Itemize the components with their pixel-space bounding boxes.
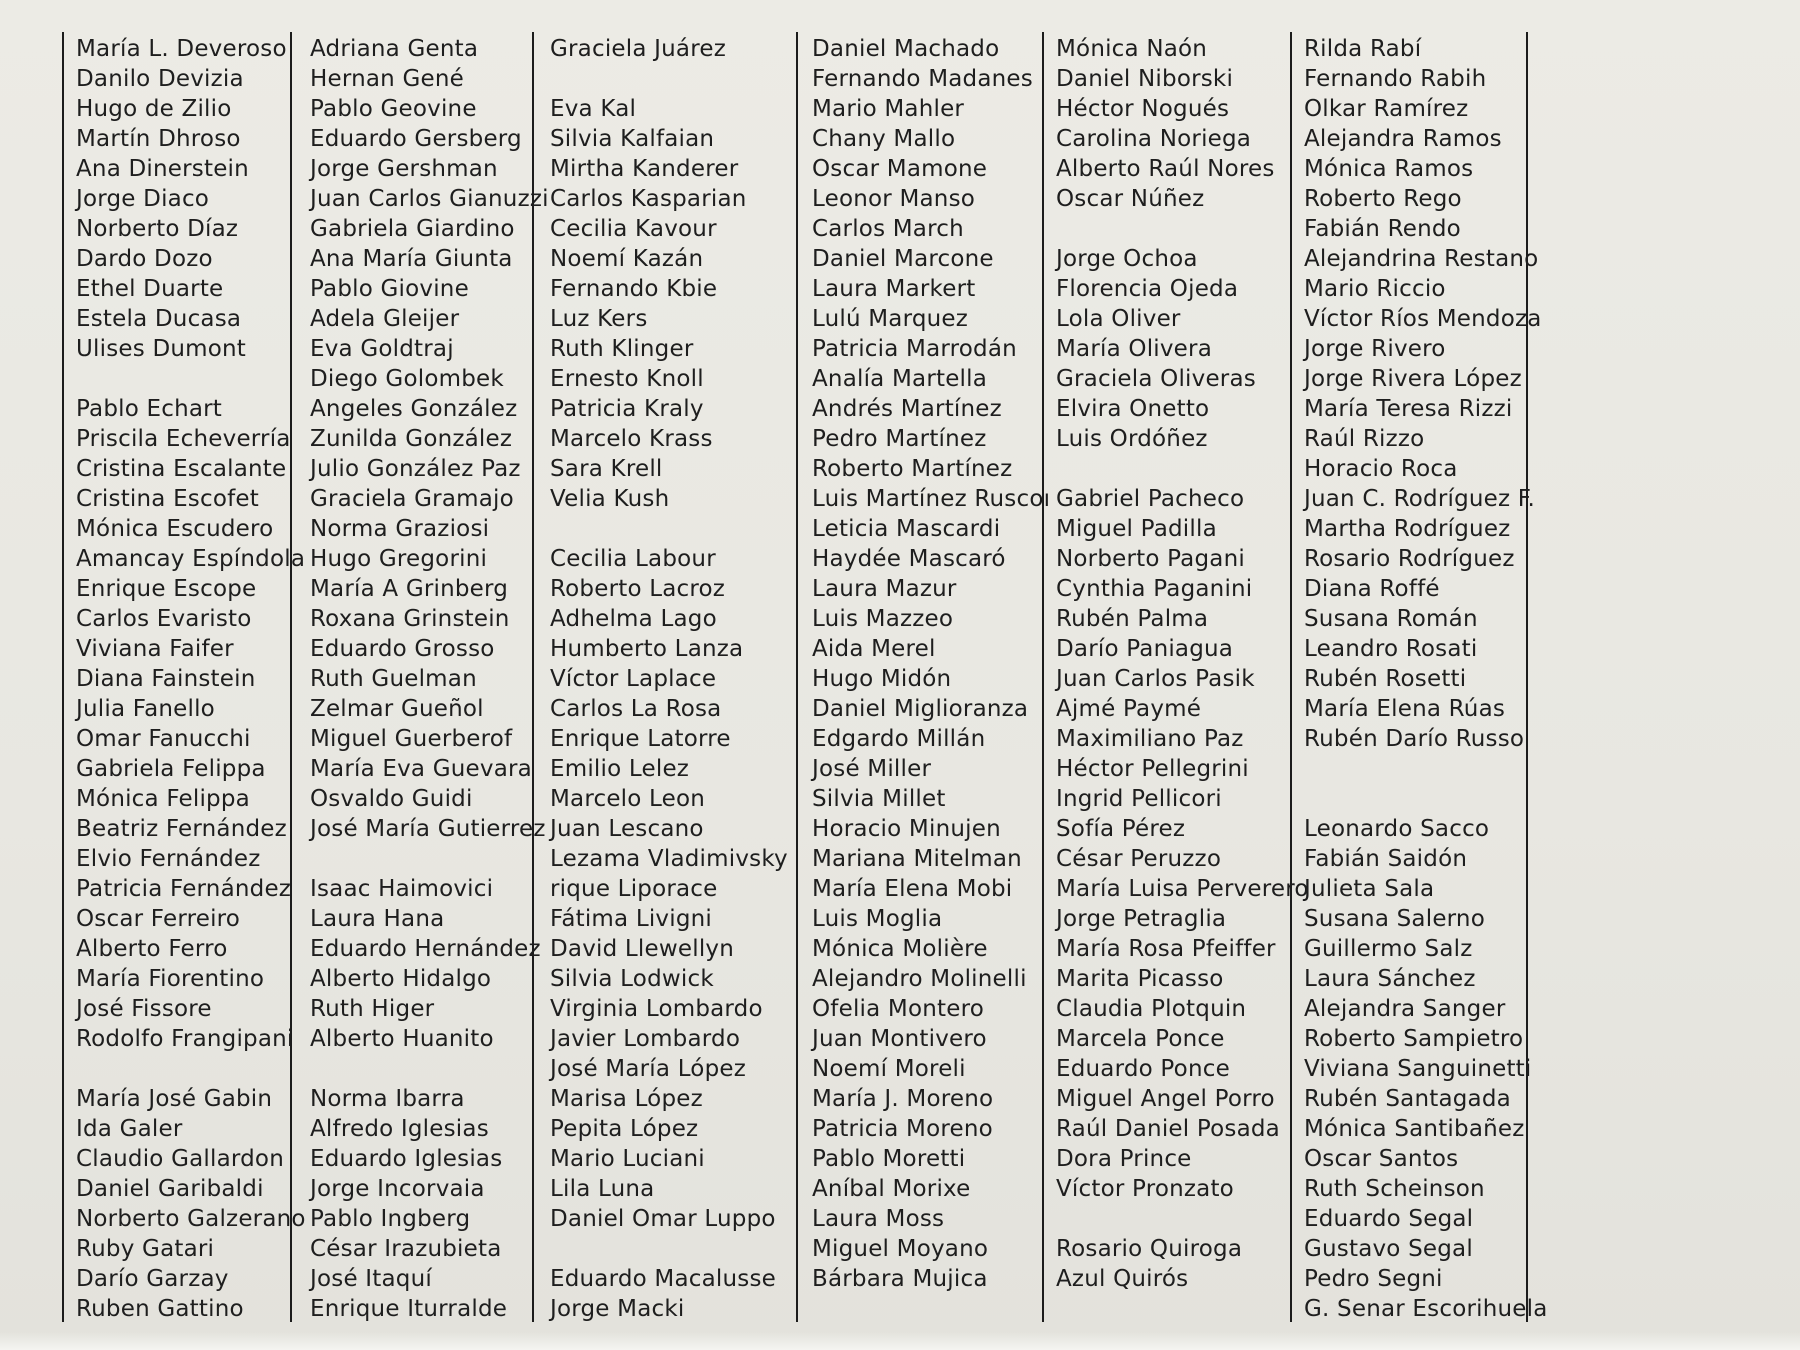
name-entry: Velia Kush bbox=[550, 486, 670, 512]
name-entry: Rodolfo Frangipani bbox=[76, 1026, 294, 1052]
name-entry: Ruth Guelman bbox=[310, 666, 477, 692]
name-entry: Edgardo Millán bbox=[812, 726, 986, 752]
name-entry: María Elena Rúas bbox=[1304, 696, 1506, 722]
name-entry: Cristina Escofet bbox=[76, 486, 259, 512]
name-entry: Diana Roffé bbox=[1304, 576, 1440, 602]
name-entry: Adhelma Lago bbox=[550, 606, 717, 632]
name-entry: Azul Quirós bbox=[1056, 1266, 1189, 1292]
name-entry: Eduardo Macalusse bbox=[550, 1266, 776, 1292]
name-entry: Mario Mahler bbox=[812, 96, 965, 122]
name-entry: Maximiliano Paz bbox=[1056, 726, 1244, 752]
name-entry: Viviana Sanguinetti bbox=[1304, 1056, 1532, 1082]
name-entry: Rosario Rodríguez bbox=[1304, 546, 1515, 572]
name-entry: Oscar Mamone bbox=[812, 156, 988, 182]
name-entry: Jorge Macki bbox=[550, 1296, 685, 1322]
name-column-3 bbox=[550, 34, 788, 1324]
name-entry: Juan Carlos Pasik bbox=[1056, 666, 1255, 692]
name-entry: Norberto Pagani bbox=[1056, 546, 1245, 572]
name-entry: Fernando Kbie bbox=[550, 276, 718, 302]
name-entry: Marisa López bbox=[550, 1086, 703, 1112]
name-entry: Lezama Vladimivsky bbox=[550, 846, 788, 872]
name-entry: Mónica Molière bbox=[812, 936, 988, 962]
name-entry: Graciela Oliveras bbox=[1056, 366, 1256, 392]
name-entry: Mario Luciani bbox=[550, 1146, 705, 1172]
name-entry: Daniel Garibaldi bbox=[76, 1176, 264, 1202]
name-entry: Jorge Petraglia bbox=[1056, 906, 1227, 932]
name-entry: Silvia Kalfaian bbox=[550, 126, 715, 152]
name-entry: María L. Deveroso bbox=[76, 36, 287, 62]
name-entry: Laura Hana bbox=[310, 906, 445, 932]
name-entry: Norberto Díaz bbox=[76, 216, 239, 242]
name-entry: Norberto Galzerano bbox=[76, 1206, 306, 1232]
section-gap bbox=[550, 1234, 788, 1264]
name-entry: Ana Dinerstein bbox=[76, 156, 249, 182]
name-entry: Alejandra Sanger bbox=[1304, 996, 1506, 1022]
name-entry: María José Gabin bbox=[76, 1086, 273, 1112]
name-entry: Alberto Hidalgo bbox=[310, 966, 492, 992]
name-entry: Rubén Santagada bbox=[1304, 1086, 1511, 1112]
name-entry: Cristina Escalante bbox=[76, 456, 287, 482]
name-entry: Carolina Noriega bbox=[1056, 126, 1252, 152]
name-entry: Eduardo Ponce bbox=[1056, 1056, 1230, 1082]
name-entry: Adriana Genta bbox=[310, 36, 479, 62]
name-entry: Fernando Rabih bbox=[1304, 66, 1487, 92]
name-entry: Darío Garzay bbox=[76, 1266, 229, 1292]
name-entry: Enrique Latorre bbox=[550, 726, 731, 752]
section-gap bbox=[1304, 784, 1548, 814]
name-entry: Leonardo Sacco bbox=[1304, 816, 1490, 842]
name-entry: Silvia Lodwick bbox=[550, 966, 714, 992]
name-entry: Laura Mazur bbox=[812, 576, 957, 602]
name-entry: Ruben Gattino bbox=[76, 1296, 244, 1322]
name-entry: Beatriz Fernández bbox=[76, 816, 287, 842]
name-entry: Patricia Marrodán bbox=[812, 336, 1017, 362]
name-entry: Laura Sánchez bbox=[1304, 966, 1476, 992]
section-gap bbox=[550, 64, 788, 94]
name-entry: Estela Ducasa bbox=[76, 306, 242, 332]
name-entry: Víctor Pronzato bbox=[1056, 1176, 1234, 1202]
name-entry: Sofía Pérez bbox=[1056, 816, 1186, 842]
name-entry: Diana Fainstein bbox=[76, 666, 256, 692]
name-entry: Omar Fanucchi bbox=[76, 726, 251, 752]
name-entry: Hugo Gregorini bbox=[310, 546, 488, 572]
name-entry: Chany Mallo bbox=[812, 126, 956, 152]
name-entry: Claudio Gallardon bbox=[76, 1146, 284, 1172]
name-entry: María Fiorentino bbox=[76, 966, 265, 992]
name-entry: Miguel Padilla bbox=[1056, 516, 1217, 542]
name-entry: Patricia Fernández bbox=[76, 876, 292, 902]
name-entry: Aníbal Morixe bbox=[812, 1176, 971, 1202]
name-entry: Jorge Gershman bbox=[310, 156, 498, 182]
name-entry: Pablo Ingberg bbox=[310, 1206, 471, 1232]
name-entry: Adela Gleijer bbox=[310, 306, 460, 332]
name-entry: Javier Lombardo bbox=[550, 1026, 741, 1052]
name-entry: Rubén Palma bbox=[1056, 606, 1209, 632]
name-entry: Víctor Ríos Mendoza bbox=[1304, 306, 1542, 332]
name-entry: Ofelia Montero bbox=[812, 996, 985, 1022]
name-entry: Silvia Millet bbox=[812, 786, 946, 812]
name-entry: Lola Oliver bbox=[1056, 306, 1181, 332]
name-entry: José Itaquí bbox=[310, 1266, 432, 1292]
name-entry: Jorge Diaco bbox=[76, 186, 210, 212]
name-entry: Leonor Manso bbox=[812, 186, 976, 212]
name-entry: Norma Ibarra bbox=[310, 1086, 465, 1112]
name-entry: Pablo Moretti bbox=[812, 1146, 966, 1172]
name-entry: Martha Rodríguez bbox=[1304, 516, 1511, 542]
name-entry: Fernando Madanes bbox=[812, 66, 1033, 92]
name-entry: Rilda Rabí bbox=[1304, 36, 1422, 62]
name-entry: María J. Moreno bbox=[812, 1086, 994, 1112]
name-entry: José Miller bbox=[812, 756, 932, 782]
name-entry: Patricia Moreno bbox=[812, 1116, 993, 1142]
name-entry: Fabián Saidón bbox=[1304, 846, 1468, 872]
name-entry: Pablo Echart bbox=[76, 396, 223, 422]
name-entry: Susana Román bbox=[1304, 606, 1478, 632]
name-entry: Leandro Rosati bbox=[1304, 636, 1478, 662]
name-entry: María A Grinberg bbox=[310, 576, 509, 602]
name-entry: Ruth Higer bbox=[310, 996, 435, 1022]
name-entry: José Fissore bbox=[76, 996, 212, 1022]
name-entry: Cecilia Kavour bbox=[550, 216, 717, 242]
name-entry: David Llewellyn bbox=[550, 936, 735, 962]
column-divider bbox=[796, 32, 798, 1322]
column-divider bbox=[62, 32, 64, 1322]
name-entry: Luis Mazzeo bbox=[812, 606, 954, 632]
name-entry: Daniel Machado bbox=[812, 36, 1000, 62]
name-entry: Claudia Plotquin bbox=[1056, 996, 1247, 1022]
name-entry: Elvio Fernández bbox=[76, 846, 261, 872]
name-entry: Noemí Kazán bbox=[550, 246, 704, 272]
name-entry: Priscila Echeverría bbox=[76, 426, 291, 452]
name-entry: Zelmar Gueñol bbox=[310, 696, 484, 722]
name-entry: Andrés Martínez bbox=[812, 396, 1002, 422]
name-entry: Horacio Minujen bbox=[812, 816, 1001, 842]
section-gap bbox=[310, 844, 549, 874]
section-gap bbox=[1056, 454, 1309, 484]
name-entry: Jorge Incorvaia bbox=[310, 1176, 485, 1202]
name-entry: Haydée Mascaró bbox=[812, 546, 1006, 572]
name-entry: Jorge Rivera López bbox=[1304, 366, 1522, 392]
name-entry: Alejandra Ramos bbox=[1304, 126, 1502, 152]
name-entry: Patricia Kraly bbox=[550, 396, 704, 422]
name-entry: Virginia Lombardo bbox=[550, 996, 763, 1022]
name-entry: Enrique Escope bbox=[76, 576, 257, 602]
name-entry: Martín Dhroso bbox=[76, 126, 241, 152]
name-entry: Dora Prince bbox=[1056, 1146, 1192, 1172]
section-gap bbox=[76, 364, 306, 394]
name-entry: Juan Carlos Gianuzzi bbox=[310, 186, 549, 212]
page-bottom-edge bbox=[0, 1332, 1800, 1350]
name-entry: Hugo Midón bbox=[812, 666, 952, 692]
name-entry: Fátima Livigni bbox=[550, 906, 713, 932]
name-entry: Isaac Haimovici bbox=[310, 876, 494, 902]
name-entry: Hugo de Zilio bbox=[76, 96, 232, 122]
name-entry: María Luisa Perverero bbox=[1056, 876, 1309, 902]
name-entry: José María López bbox=[550, 1056, 746, 1082]
name-entry: Mónica Ramos bbox=[1304, 156, 1474, 182]
name-entry: Daniel Omar Luppo bbox=[550, 1206, 776, 1232]
name-entry: César Peruzzo bbox=[1056, 846, 1222, 872]
name-entry: Humberto Lanza bbox=[550, 636, 744, 662]
name-entry: Bárbara Mujica bbox=[812, 1266, 988, 1292]
name-entry: Pablo Geovine bbox=[310, 96, 477, 122]
name-entry: Laura Markert bbox=[812, 276, 976, 302]
name-entry: Pepita López bbox=[550, 1116, 699, 1142]
name-entry: Raúl Rizzo bbox=[1304, 426, 1425, 452]
name-entry: Fabián Rendo bbox=[1304, 216, 1461, 242]
name-entry: Angeles González bbox=[310, 396, 518, 422]
name-entry: Luz Kers bbox=[550, 306, 648, 332]
name-entry: Carlos Kasparian bbox=[550, 186, 747, 212]
name-entry: Lila Luna bbox=[550, 1176, 655, 1202]
name-entry: Graciela Gramajo bbox=[310, 486, 514, 512]
name-entry: Juan Lescano bbox=[550, 816, 704, 842]
name-entry: Olkar Ramírez bbox=[1304, 96, 1469, 122]
name-entry: Graciela Juárez bbox=[550, 36, 726, 62]
name-entry: Florencia Ojeda bbox=[1056, 276, 1239, 302]
name-entry: Carlos La Rosa bbox=[550, 696, 722, 722]
name-entry: Roxana Grinstein bbox=[310, 606, 510, 632]
name-entry: Rubén Rosetti bbox=[1304, 666, 1467, 692]
name-entry: Jorge Rivero bbox=[1304, 336, 1446, 362]
name-entry: Viviana Faifer bbox=[76, 636, 234, 662]
name-entry: César Irazubieta bbox=[310, 1236, 502, 1262]
name-entry: Danilo Devizia bbox=[76, 66, 244, 92]
name-entry: Julio González Paz bbox=[310, 456, 521, 482]
name-entry: Alberto Raúl Nores bbox=[1056, 156, 1275, 182]
name-entry: Ajmé Paymé bbox=[1056, 696, 1202, 722]
name-entry: Noemí Moreli bbox=[812, 1056, 966, 1082]
name-entry: Julia Fanello bbox=[76, 696, 215, 722]
name-entry: María Rosa Pfeiffer bbox=[1056, 936, 1276, 962]
name-entry: rique Liporace bbox=[550, 876, 718, 902]
name-entry: Elvira Onetto bbox=[1056, 396, 1210, 422]
name-entry: Analía Martella bbox=[812, 366, 988, 392]
name-entry: Gustavo Segal bbox=[1304, 1236, 1473, 1262]
name-entry: Mario Riccio bbox=[1304, 276, 1446, 302]
name-entry: María Elena Mobi bbox=[812, 876, 1013, 902]
name-entry: Alberto Huanito bbox=[310, 1026, 494, 1052]
name-entry: Lulú Marquez bbox=[812, 306, 969, 332]
name-entry: Marcelo Krass bbox=[550, 426, 713, 452]
name-entry: Ruth Klinger bbox=[550, 336, 694, 362]
name-entry: Ethel Duarte bbox=[76, 276, 224, 302]
name-entry: Pedro Segni bbox=[1304, 1266, 1443, 1292]
name-column-4 bbox=[812, 34, 1050, 1294]
name-entry: Susana Salerno bbox=[1304, 906, 1485, 932]
name-entry: Roberto Martínez bbox=[812, 456, 1013, 482]
name-entry: Alejandro Molinelli bbox=[812, 966, 1027, 992]
name-entry: Héctor Nogués bbox=[1056, 96, 1230, 122]
name-entry: Luis Ordóñez bbox=[1056, 426, 1208, 452]
name-entry: Eduardo Gersberg bbox=[310, 126, 522, 152]
name-entry: Carlos Evaristo bbox=[76, 606, 252, 632]
name-column-2 bbox=[310, 34, 549, 1324]
name-entry: Miguel Angel Porro bbox=[1056, 1086, 1275, 1112]
name-entry: Eduardo Grosso bbox=[310, 636, 495, 662]
name-entry: Marcela Ponce bbox=[1056, 1026, 1225, 1052]
name-entry: Víctor Laplace bbox=[550, 666, 717, 692]
name-entry: María Olivera bbox=[1056, 336, 1212, 362]
name-entry: Miguel Guerberof bbox=[310, 726, 513, 752]
name-entry: Pablo Giovine bbox=[310, 276, 469, 302]
name-entry: Sara Krell bbox=[550, 456, 663, 482]
name-entry: Eduardo Hernández bbox=[310, 936, 541, 962]
name-entry: Diego Golombek bbox=[310, 366, 504, 392]
name-entry: Marita Picasso bbox=[1056, 966, 1224, 992]
name-entry: Daniel Marcone bbox=[812, 246, 994, 272]
name-entry: Hernan Gené bbox=[310, 66, 464, 92]
name-entry: Alberto Ferro bbox=[76, 936, 228, 962]
name-entry: Marcelo Leon bbox=[550, 786, 706, 812]
name-entry: Roberto Sampietro bbox=[1304, 1026, 1524, 1052]
name-entry: Jorge Ochoa bbox=[1056, 246, 1198, 272]
name-entry: Pedro Martínez bbox=[812, 426, 987, 452]
name-entry: Luis Moglia bbox=[812, 906, 943, 932]
name-entry: Ruth Scheinson bbox=[1304, 1176, 1485, 1202]
name-column-6 bbox=[1304, 34, 1548, 1324]
name-entry: Juan C. Rodríguez F. bbox=[1304, 486, 1536, 512]
name-entry: Miguel Moyano bbox=[812, 1236, 989, 1262]
name-entry: Mariana Mitelman bbox=[812, 846, 1022, 872]
name-entry: María Teresa Rizzi bbox=[1304, 396, 1513, 422]
name-entry: Raúl Daniel Posada bbox=[1056, 1116, 1280, 1142]
name-entry: Ruby Gatari bbox=[76, 1236, 215, 1262]
name-entry: Daniel Miglioranza bbox=[812, 696, 1029, 722]
name-entry: Gabriela Giardino bbox=[310, 216, 515, 242]
name-entry: Norma Graziosi bbox=[310, 516, 490, 542]
name-entry: Eva Kal bbox=[550, 96, 637, 122]
name-entry: Roberto Lacroz bbox=[550, 576, 726, 602]
name-entry: Enrique Iturralde bbox=[310, 1296, 508, 1322]
name-entry: Ana María Giunta bbox=[310, 246, 513, 272]
section-gap bbox=[1304, 754, 1548, 784]
section-gap bbox=[76, 1054, 306, 1084]
name-entry: Luis Martínez Ruscoı bbox=[812, 486, 1051, 512]
name-entry: Ulises Dumont bbox=[76, 336, 247, 362]
name-entry: Rubén Darío Russo bbox=[1304, 726, 1525, 752]
section-gap bbox=[550, 514, 788, 544]
name-entry: Guillermo Salz bbox=[1304, 936, 1473, 962]
name-entry: Horacio Roca bbox=[1304, 456, 1458, 482]
name-entry: Eva Goldtraj bbox=[310, 336, 454, 362]
name-entry: Carlos March bbox=[812, 216, 964, 242]
name-entry: Mónica Escudero bbox=[76, 516, 274, 542]
section-gap bbox=[1056, 214, 1309, 244]
name-entry: Darío Paniagua bbox=[1056, 636, 1234, 662]
name-entry: Mónica Santibañez bbox=[1304, 1116, 1525, 1142]
name-entry: Amancay Espíndola bbox=[76, 546, 306, 572]
name-entry: Aida Merel bbox=[812, 636, 936, 662]
name-entry: Leticia Mascardi bbox=[812, 516, 1001, 542]
name-entry: Rosario Quiroga bbox=[1056, 1236, 1243, 1262]
name-entry: Héctor Pellegrini bbox=[1056, 756, 1249, 782]
name-entry: Oscar Ferreiro bbox=[76, 906, 241, 932]
name-entry: Ida Galer bbox=[76, 1116, 183, 1142]
name-entry: Cynthia Paganini bbox=[1056, 576, 1253, 602]
name-entry: José María Gutierrez bbox=[310, 816, 546, 842]
name-entry: María Eva Guevara bbox=[310, 756, 532, 782]
name-entry: Mónica Naón bbox=[1056, 36, 1208, 62]
name-entry: G. Senar Escorihuela bbox=[1304, 1296, 1548, 1322]
name-entry: Alejandrina Restano bbox=[1304, 246, 1539, 272]
name-entry: Julieta Sala bbox=[1304, 876, 1435, 902]
name-entry: Mónica Felippa bbox=[76, 786, 250, 812]
name-entry: Oscar Santos bbox=[1304, 1146, 1459, 1172]
name-entry: Laura Moss bbox=[812, 1206, 945, 1232]
name-entry: Oscar Núñez bbox=[1056, 186, 1205, 212]
name-entry: Cecilia Labour bbox=[550, 546, 716, 572]
name-entry: Mirtha Kanderer bbox=[550, 156, 739, 182]
name-entry: Ingrid Pellicori bbox=[1056, 786, 1222, 812]
name-entry: Eduardo Iglesias bbox=[310, 1146, 503, 1172]
name-entry: Zunilda González bbox=[310, 426, 513, 452]
name-entry: Daniel Niborski bbox=[1056, 66, 1234, 92]
name-entry: Gabriel Pacheco bbox=[1056, 486, 1245, 512]
name-entry: Alfredo Iglesias bbox=[310, 1116, 489, 1142]
name-entry: Juan Montivero bbox=[812, 1026, 987, 1052]
section-gap bbox=[1056, 1204, 1309, 1234]
name-entry: Gabriela Felippa bbox=[76, 756, 266, 782]
name-entry: Ernesto Knoll bbox=[550, 366, 704, 392]
section-gap bbox=[310, 1054, 549, 1084]
name-entry: Osvaldo Guidi bbox=[310, 786, 473, 812]
name-column-1 bbox=[76, 34, 306, 1324]
name-entry: Dardo Dozo bbox=[76, 246, 213, 272]
name-entry: Roberto Rego bbox=[1304, 186, 1462, 212]
name-entry: Emilio Lelez bbox=[550, 756, 690, 782]
name-column-5 bbox=[1056, 34, 1309, 1294]
name-entry: Eduardo Segal bbox=[1304, 1206, 1474, 1232]
